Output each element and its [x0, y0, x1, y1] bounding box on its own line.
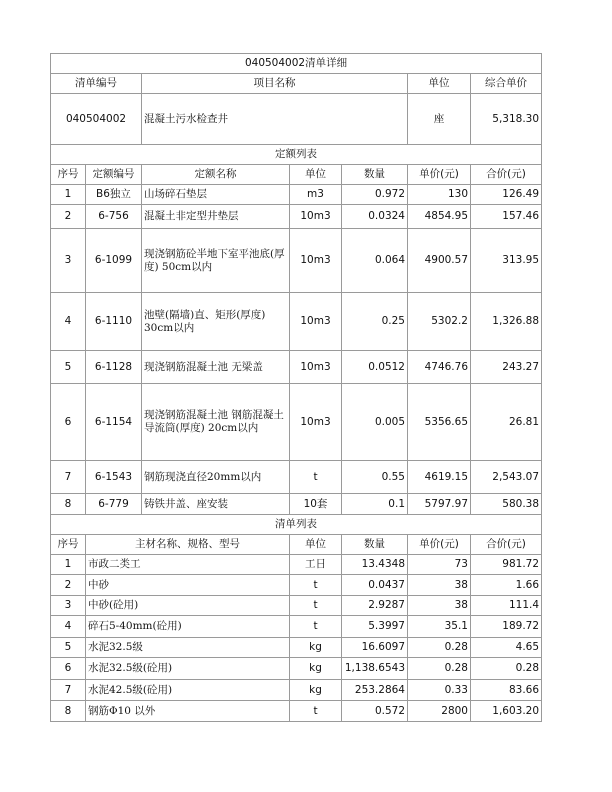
quota-no: 1 [51, 185, 86, 205]
quota-row [51, 293, 542, 351]
title-row [51, 54, 542, 74]
quota-name: 钢筋现浇直径20mm以内 [142, 461, 290, 494]
material-total: 83.66 [471, 680, 542, 701]
quota-unit: 10m3 [290, 205, 342, 229]
materials-header-price: 单价(元) [408, 535, 471, 555]
material-no: 7 [51, 680, 86, 701]
quota-code: 6-1110 [86, 293, 142, 351]
bill-detail-table [50, 53, 542, 722]
quota-qty: 0.064 [342, 229, 408, 293]
materials-section-row [51, 515, 542, 535]
materials-header-qty: 数量 [342, 535, 408, 555]
material-unit: kg [290, 680, 342, 701]
material-name: 中砂(砼用) [86, 596, 290, 616]
material-price: 35.1 [408, 616, 471, 638]
material-name: 钢筋Φ10 以外 [86, 701, 290, 722]
material-price: 0.33 [408, 680, 471, 701]
quota-header-no: 序号 [51, 165, 86, 185]
material-name: 水泥32.5级(砼用) [86, 658, 290, 680]
col-price-header: 综合单价 [471, 74, 542, 94]
page-title: 040504002清单详细 [51, 54, 542, 74]
quota-header-code: 定额编号 [86, 165, 142, 185]
material-total: 981.72 [471, 555, 542, 575]
material-total: 111.4 [471, 596, 542, 616]
quota-name: 现浇钢筋混凝土池 无梁盖 [142, 351, 290, 384]
material-name: 水泥42.5级(砼用) [86, 680, 290, 701]
quota-row [51, 461, 542, 494]
material-no: 4 [51, 616, 86, 638]
material-unit: t [290, 701, 342, 722]
col-unit-header: 单位 [408, 74, 471, 94]
material-unit: t [290, 616, 342, 638]
quota-code: 6-756 [86, 205, 142, 229]
quota-code: 6-779 [86, 494, 142, 515]
material-unit: t [290, 596, 342, 616]
quota-name: 山场碎石垫层 [142, 185, 290, 205]
material-total: 0.28 [471, 658, 542, 680]
materials-row [51, 555, 542, 575]
quota-total: 26.81 [471, 384, 542, 461]
materials-row [51, 701, 542, 722]
quota-total: 2,543.07 [471, 461, 542, 494]
quota-total: 313.95 [471, 229, 542, 293]
material-unit: t [290, 575, 342, 596]
quota-no: 8 [51, 494, 86, 515]
quota-price: 4900.57 [408, 229, 471, 293]
quota-qty: 0.0512 [342, 351, 408, 384]
material-qty: 5.3997 [342, 616, 408, 638]
materials-header-total: 合价(元) [471, 535, 542, 555]
quota-section-title: 定额列表 [51, 145, 542, 165]
quota-unit: 10m3 [290, 351, 342, 384]
material-price: 38 [408, 575, 471, 596]
col-code-header: 清单编号 [51, 74, 142, 94]
quota-price: 4854.95 [408, 205, 471, 229]
materials-row [51, 680, 542, 701]
quota-row [51, 494, 542, 515]
material-price: 73 [408, 555, 471, 575]
header-row [51, 74, 542, 94]
quota-row [51, 229, 542, 293]
quota-header-qty: 数量 [342, 165, 408, 185]
material-unit: kg [290, 638, 342, 658]
item-price: 5,318.30 [471, 94, 542, 145]
quota-header-total: 合价(元) [471, 165, 542, 185]
materials-section-title: 清单列表 [51, 515, 542, 535]
quota-code: B6独立 [86, 185, 142, 205]
quota-price: 5302.2 [408, 293, 471, 351]
quota-qty: 0.1 [342, 494, 408, 515]
material-price: 0.28 [408, 638, 471, 658]
quota-no: 5 [51, 351, 86, 384]
material-unit: 工日 [290, 555, 342, 575]
quota-unit: 10套 [290, 494, 342, 515]
quota-name: 池壁(隔墙)直、矩形(厚度) 30cm以内 [142, 293, 290, 351]
quota-no: 6 [51, 384, 86, 461]
item-name: 混凝土污水检查井 [142, 94, 408, 145]
material-name: 碎石5-40mm(砼用) [86, 616, 290, 638]
quota-no: 7 [51, 461, 86, 494]
materials-row [51, 575, 542, 596]
materials-header-no: 序号 [51, 535, 86, 555]
quota-qty: 0.005 [342, 384, 408, 461]
material-qty: 13.4348 [342, 555, 408, 575]
materials-row [51, 596, 542, 616]
quota-name: 铸铁井盖、座安装 [142, 494, 290, 515]
item-row [51, 94, 542, 145]
materials-header-row [51, 535, 542, 555]
material-total: 1.66 [471, 575, 542, 596]
material-name: 市政二类工 [86, 555, 290, 575]
material-qty: 1,138.6543 [342, 658, 408, 680]
item-code: 040504002 [51, 94, 142, 145]
material-price: 2800 [408, 701, 471, 722]
material-no: 2 [51, 575, 86, 596]
quota-code: 6-1099 [86, 229, 142, 293]
quota-unit: 10m3 [290, 229, 342, 293]
quota-price: 5797.97 [408, 494, 471, 515]
material-total: 1,603.20 [471, 701, 542, 722]
material-qty: 253.2864 [342, 680, 408, 701]
quota-qty: 0.972 [342, 185, 408, 205]
quota-price: 4619.15 [408, 461, 471, 494]
material-qty: 16.6097 [342, 638, 408, 658]
quota-name: 混凝土非定型井垫层 [142, 205, 290, 229]
material-name: 中砂 [86, 575, 290, 596]
quota-no: 2 [51, 205, 86, 229]
quota-code: 6-1154 [86, 384, 142, 461]
materials-row [51, 658, 542, 680]
material-qty: 0.0437 [342, 575, 408, 596]
quota-total: 126.49 [471, 185, 542, 205]
quota-price: 130 [408, 185, 471, 205]
quota-total: 243.27 [471, 351, 542, 384]
material-no: 1 [51, 555, 86, 575]
materials-header-name: 主材名称、规格、型号 [86, 535, 290, 555]
quota-row [51, 351, 542, 384]
material-no: 3 [51, 596, 86, 616]
material-qty: 2.9287 [342, 596, 408, 616]
material-price: 0.28 [408, 658, 471, 680]
quota-qty: 0.55 [342, 461, 408, 494]
material-unit: kg [290, 658, 342, 680]
material-total: 4.65 [471, 638, 542, 658]
quota-header-row [51, 165, 542, 185]
quota-header-price: 单价(元) [408, 165, 471, 185]
quota-header-unit: 单位 [290, 165, 342, 185]
quota-total: 580.38 [471, 494, 542, 515]
quota-price: 4746.76 [408, 351, 471, 384]
quota-section-row [51, 145, 542, 165]
material-name: 水泥32.5级 [86, 638, 290, 658]
quota-total: 157.46 [471, 205, 542, 229]
quota-code: 6-1543 [86, 461, 142, 494]
materials-row [51, 616, 542, 638]
quota-unit: 10m3 [290, 293, 342, 351]
quota-no: 4 [51, 293, 86, 351]
quota-row [51, 185, 542, 205]
quota-no: 3 [51, 229, 86, 293]
quota-row [51, 384, 542, 461]
quota-unit: 10m3 [290, 384, 342, 461]
material-total: 189.72 [471, 616, 542, 638]
quota-qty: 0.25 [342, 293, 408, 351]
quota-row [51, 205, 542, 229]
material-price: 38 [408, 596, 471, 616]
quota-header-name: 定额名称 [142, 165, 290, 185]
material-no: 5 [51, 638, 86, 658]
quota-unit: t [290, 461, 342, 494]
quota-name: 现浇钢筋砼半地下室平池底(厚度) 50cm以内 [142, 229, 290, 293]
quota-name: 现浇钢筋混凝土池 钢筋混凝土导流筒(厚度) 20cm以内 [142, 384, 290, 461]
quota-unit: m3 [290, 185, 342, 205]
item-unit: 座 [408, 94, 471, 145]
quota-total: 1,326.88 [471, 293, 542, 351]
material-no: 6 [51, 658, 86, 680]
material-no: 8 [51, 701, 86, 722]
quota-code: 6-1128 [86, 351, 142, 384]
materials-header-unit: 单位 [290, 535, 342, 555]
material-qty: 0.572 [342, 701, 408, 722]
col-name-header: 项目名称 [142, 74, 408, 94]
materials-row [51, 638, 542, 658]
quota-qty: 0.0324 [342, 205, 408, 229]
quota-price: 5356.65 [408, 384, 471, 461]
